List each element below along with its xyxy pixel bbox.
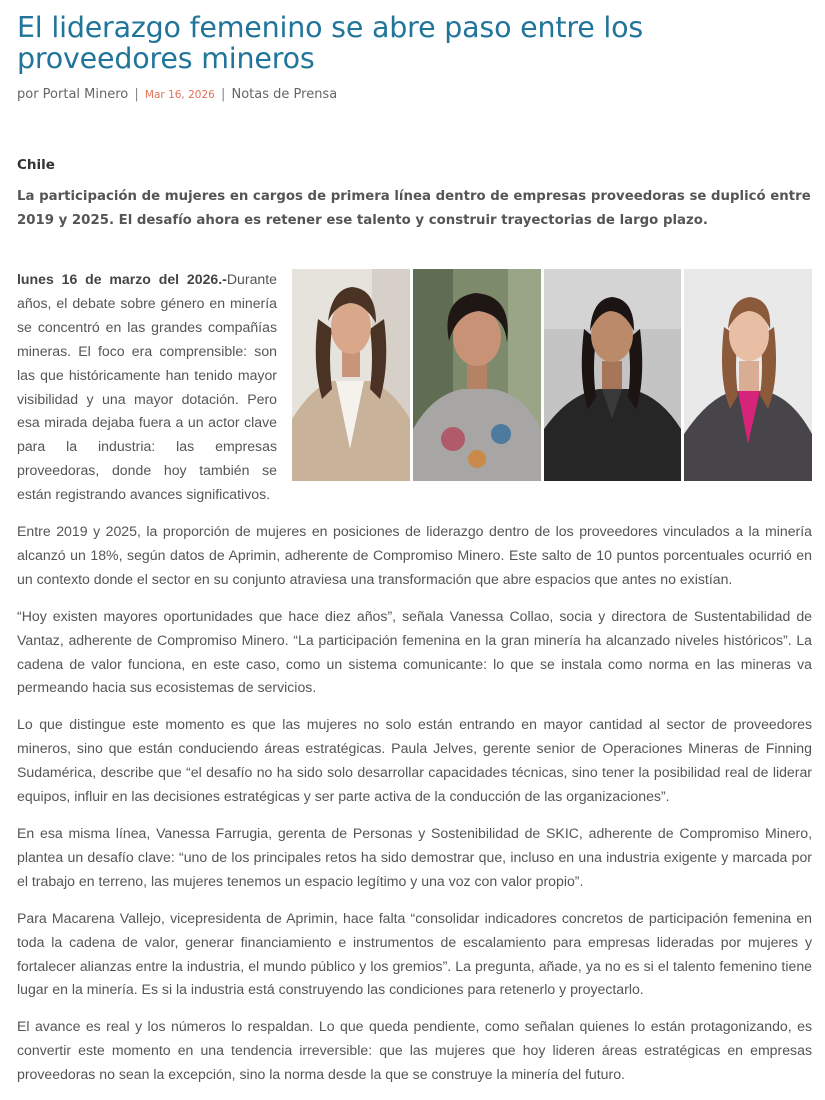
publish-date: Mar 16, 2026 — [144, 89, 215, 101]
category-link[interactable]: Notas de Prensa — [231, 87, 338, 102]
body-paragraph: En esa misma línea, Vanessa Farrugia, gerenta de Personas y Sostenibilidad de SKIC, adherente de Compromiso Minero, plantea un desafío clave: “uno de los principales retos ha sido demostrar que, incluso en una industria exigente y marcada por el trabajo en terreno, las mujeres tenemos un espacio legítimo y una voz con valor propio”. — [17, 824, 812, 889]
portrait-photo-1 — [292, 269, 410, 481]
article-meta — [17, 87, 337, 102]
body-paragraph: Lo que distingue este momento es que las mujeres no solo están entrando en mayor cantidad al sector de proveedores mineros, sino que están conduciendo áreas estratégicas. Paula Jelves, gerente senior de Operaciones Mineras de Finning Sudamérica, describe que “el desafío no ha sido solo desarrollar capacidades técnicas, sino tener la posibilidad real de liderar equipos, influir en las decisiones estratégicas y ser parte activa de la conducción de las organizaciones”. — [17, 716, 812, 805]
article-body — [17, 520, 812, 1100]
body-paragraph: Para Macarena Vallejo, vicepresidenta de Aprimin, hace falta “consolidar indicadores concretos de participación femenina en toda la cadena de valor, generar financiamiento e instrumentos de escalamiento para empresas lideradas por mujeres y fortalecer alianzas entre la industria, el mundo público y los gremios”. La pregunta, añade, ya no es si el talento femenino tiene lugar en la minería. Es si la industria está construyendo las condiciones para retenerlo y proyectarlo. — [17, 909, 812, 998]
body-paragraph: El avance es real y los números lo respaldan. Lo que queda pendiente, como señalan quienes lo están protagonizando, es convertir este momento en una tendencia irreversible: que las mujeres que hoy lideren áreas estratégicas en empresas proveedoras no sean la excepción, sino la norma desde la que se construye la minería del futuro. — [17, 1018, 812, 1083]
body-paragraph: “Hoy existen mayores oportunidades que hace diez años”, señala Vanessa Collao, socia y directora de Sustentabilidad de Vantaz, adherente de Compromiso Minero. “La participación femenina en la gran minería ha alcanzado niveles históricos”. La cadena de valor funciona, en este caso, como un sistema comunicante: lo que se instala como norma en las mineras va permeando hacia sus ecosistemas de servicios. — [17, 607, 812, 696]
dateline: lunes 16 de marzo del 2026.- — [17, 271, 227, 287]
article-title: El liderazgo femenino se abre paso entre los proveedores mineros — [17, 11, 644, 75]
portrait-photo-3 — [544, 269, 681, 481]
portrait-photo-4 — [684, 269, 812, 481]
author-link[interactable]: por Portal Minero — [17, 87, 129, 102]
meta-separator: | — [134, 87, 139, 102]
article-lead: La participación de mujeres en cargos de primera línea dentro de empresas proveedoras se duplicó entre 2019 y 2025. El desafío ahora es retener ese talento y construir trayectorias de largo plazo. — [17, 189, 811, 228]
country-label: Chile — [17, 157, 55, 173]
portrait-photo-2 — [413, 269, 541, 481]
meta-separator: | — [220, 87, 226, 102]
body-paragraph: Entre 2019 y 2025, la proporción de mujeres en posiciones de liderazgo dentro de los proveedores vinculados a la minería alcanzó un 18%, según datos de Aprimin, adherente de Compromiso Minero. Este salto de 10 puntos porcentuales ocurrió en un contexto donde el sector en su conjunto atraviesa una transformación que abre espacios que antes no existían. — [17, 523, 812, 587]
intro-paragraph — [17, 268, 277, 507]
intro-text: Durante años, el debate sobre género en minería se concentró en las grandes compañías mineras. El foco era comprensible: son las que históricamente han tenido mayor visibilidad y una mayor dotación. Pero esa mirada dejaba fuera a un actor clave para la industria: las empresas proveedoras, donde hoy también se están registrando avances significativos. — [17, 271, 277, 503]
